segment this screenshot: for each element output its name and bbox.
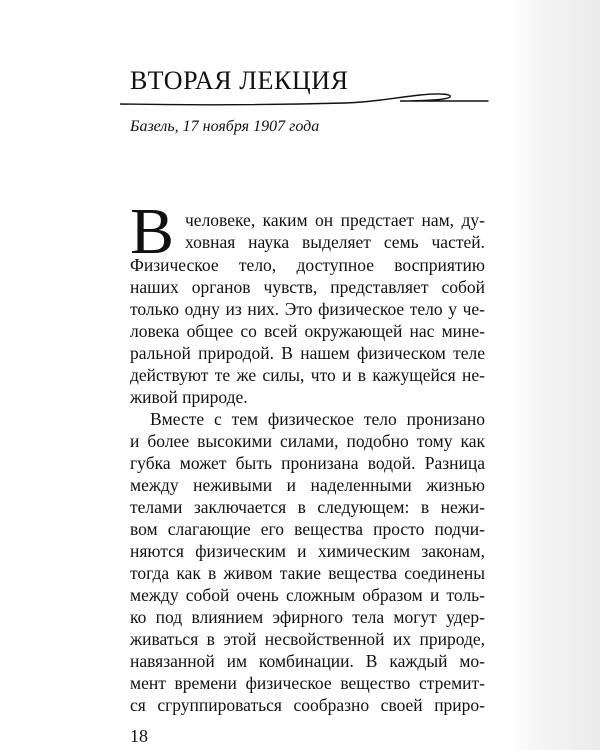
page-number: 18 — [130, 726, 148, 746]
lecture-place-date: Базель, 17 ноября 1907 года — [130, 118, 320, 135]
text-line: между собой очень сложным образом и толь- — [130, 585, 485, 605]
text-line: ся сгруппироваться сообразно своей приро- — [130, 695, 485, 715]
drop-cap: В — [130, 195, 175, 268]
text-line: только одну из них. Это физическое тело у че- — [130, 299, 485, 319]
text-line: Вместе с тем физическое тело пронизано — [150, 409, 485, 429]
text-line: наших органов чувств, представляет собой — [130, 277, 485, 297]
text-line: живаться в этой несвойственной их природе, — [130, 629, 485, 649]
text-line: телами заключается в следующем: в нежи- — [130, 497, 485, 517]
text-line: и более высокими силами, подобно тому как — [130, 431, 485, 451]
text-line: ловека общее со всей окружающей нас минe- — [130, 321, 485, 341]
text-line: ко под влиянием эфирного тела могут удер- — [130, 607, 485, 627]
text-line: навязанной им комбинации. В каждый мо- — [130, 651, 485, 671]
chapter-title: ВТОРАЯ ЛЕКЦИЯ — [130, 66, 349, 95]
text-line: Физическое тело, доступное восприятию — [130, 255, 485, 275]
text-line: вом слагающие его вещества просто подчи- — [130, 519, 485, 539]
text-line: ховная наука выделяет семь частей. — [185, 232, 485, 252]
text-line: между неживыми и наделенными жизнью — [130, 475, 485, 495]
text-line: мент времени физическое вещество стремит- — [130, 673, 485, 693]
text-line: ральной природой. В нашем физическом теле — [130, 343, 485, 363]
text-line: тогда как в живом такие вещества соединены — [130, 563, 485, 583]
text-line: губка может быть пронизана водой. Разница — [130, 453, 485, 473]
title-flourish — [120, 90, 490, 110]
text-line: человеке, каким он предстает нам, ду- — [185, 210, 485, 230]
page-edge-shadow — [512, 0, 600, 750]
text-line: действуют те же силы, что и в кажущейся не- — [130, 365, 485, 385]
text-line: живой природе. — [130, 387, 248, 407]
text-line: няются физическим и химическим законам, — [130, 541, 485, 561]
